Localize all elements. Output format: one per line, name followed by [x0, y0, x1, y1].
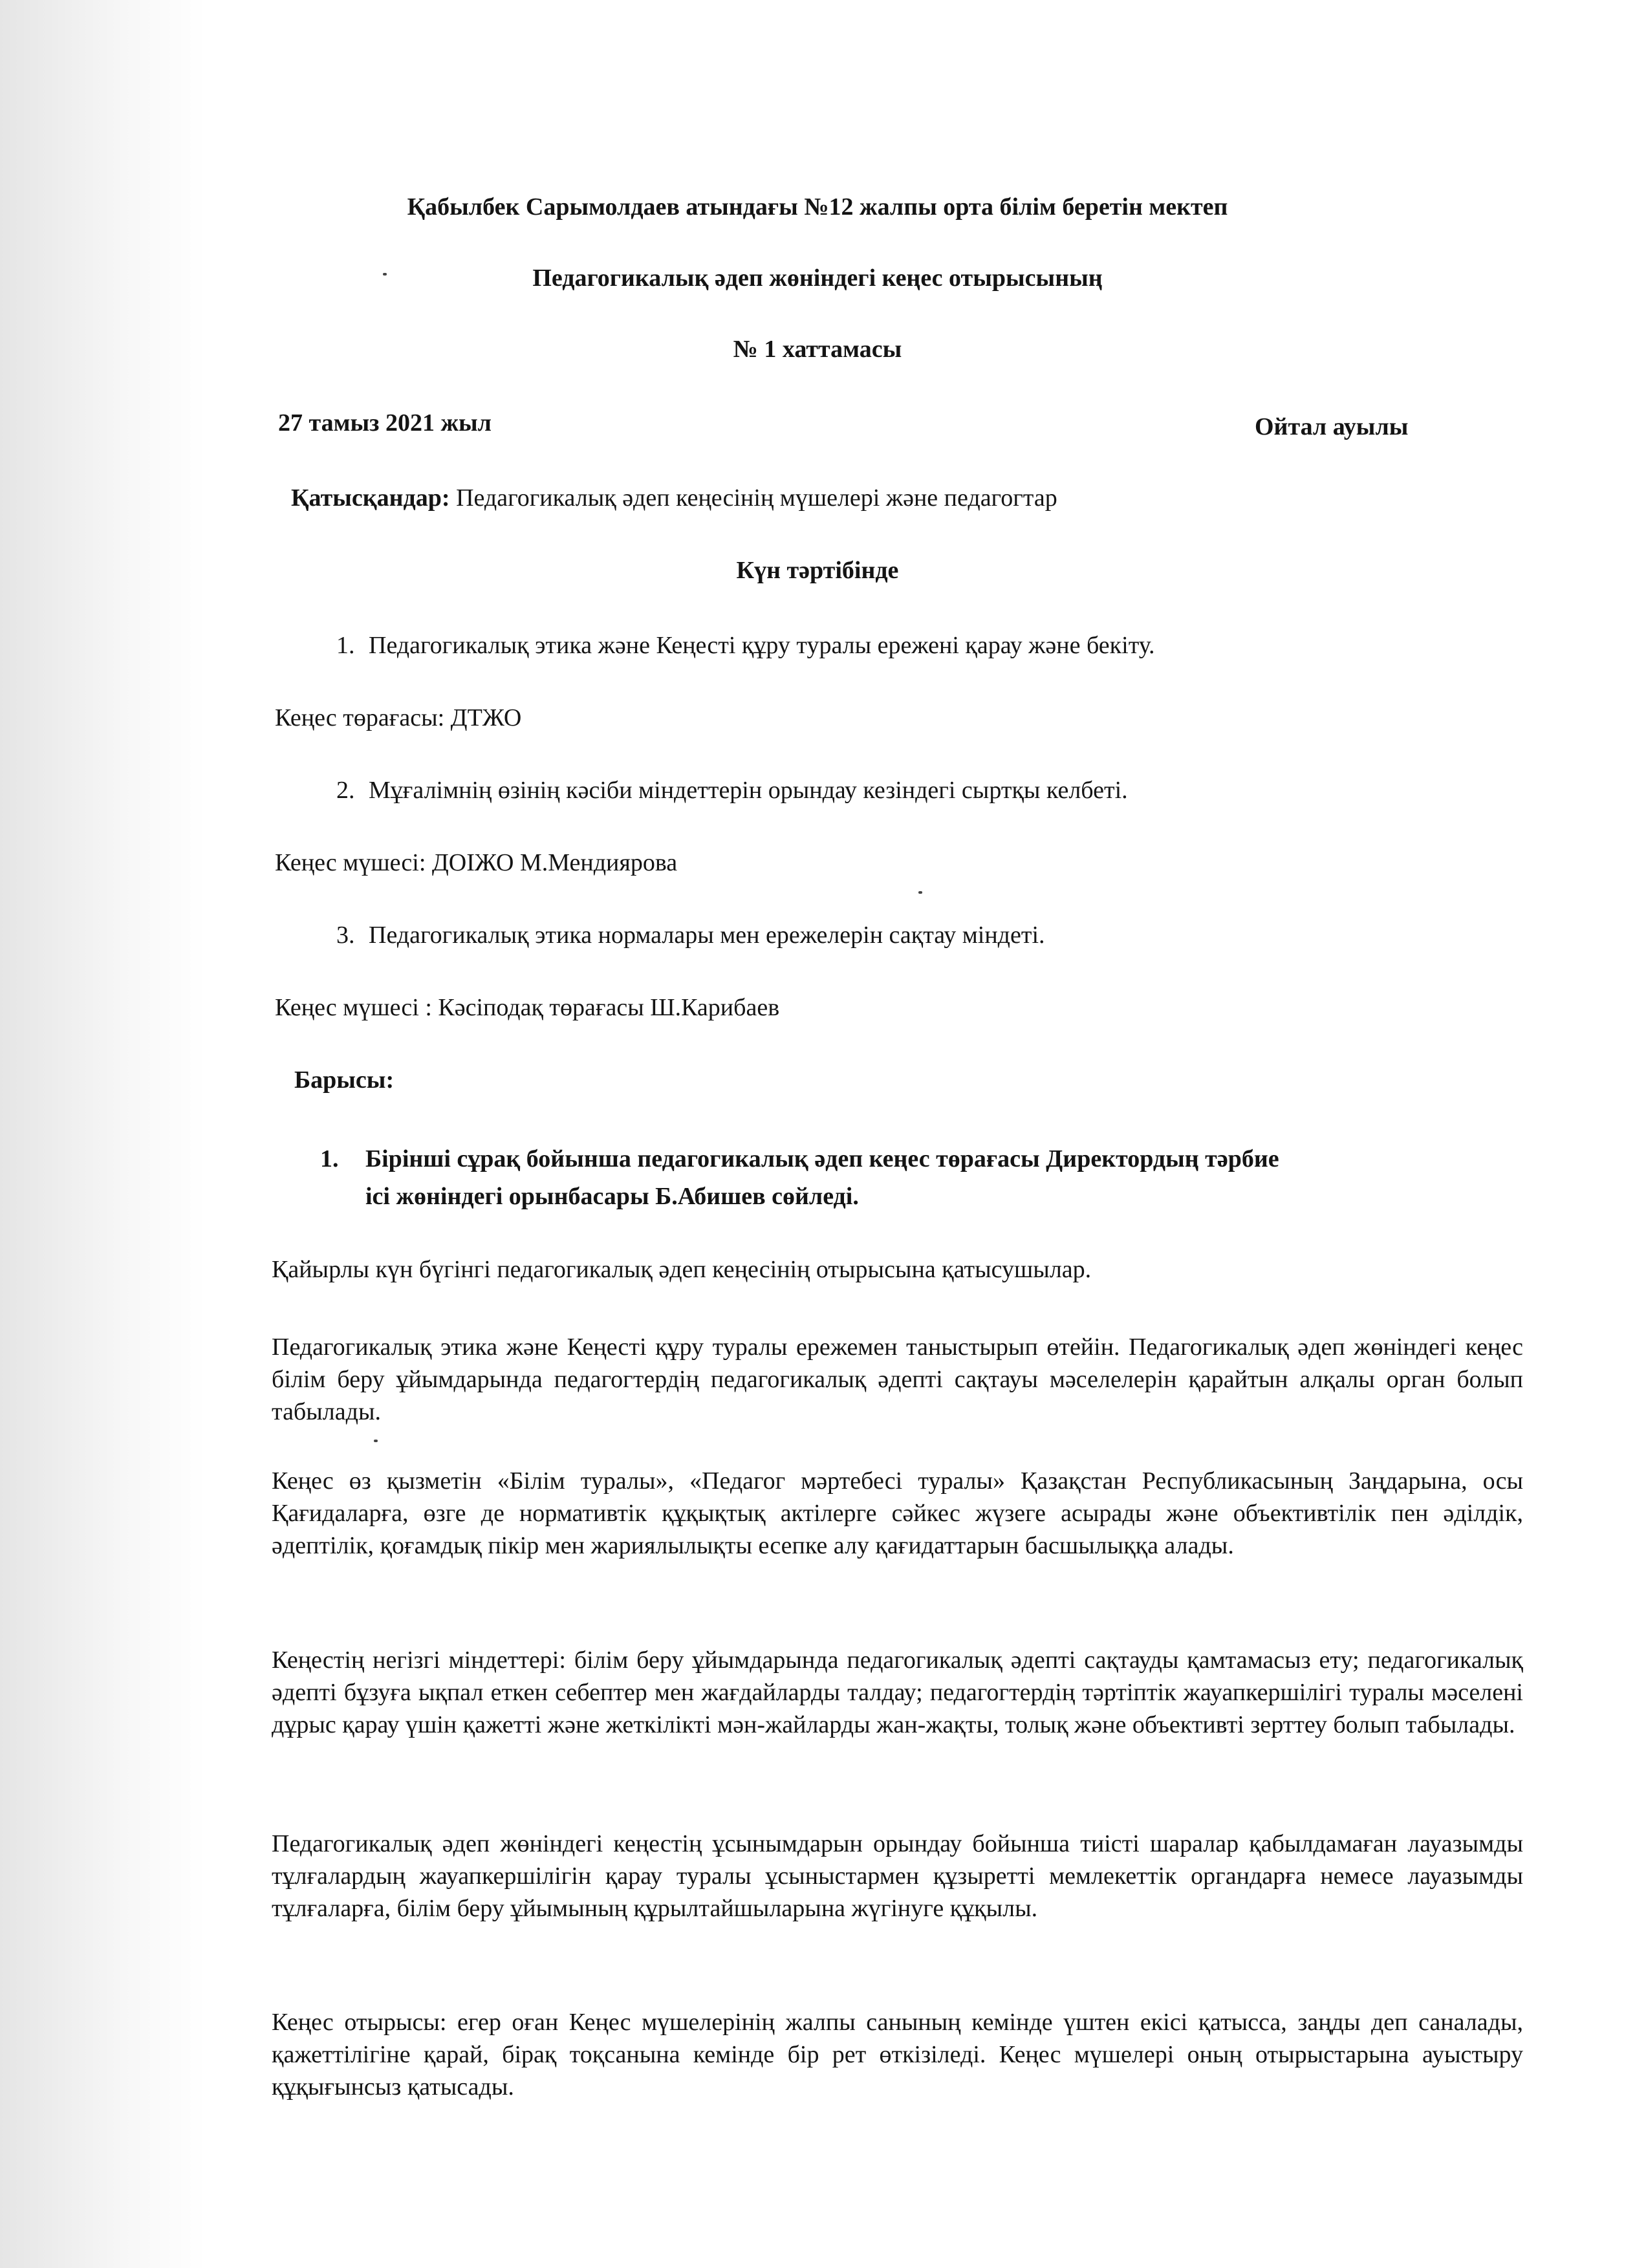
agenda-item-text: Педагогикалық этика нормалары мен ережелерін сақтау міндеті. — [369, 922, 1045, 949]
scan-speck — [918, 891, 922, 894]
meeting-place: Ойтал ауылы — [1255, 413, 1409, 440]
agenda-item-text: Педагогикалық этика және Кеңесті құру туралы ережені қарау және бекіту. — [369, 632, 1155, 659]
agenda-item — [336, 631, 1155, 660]
agenda-item-number: 1. — [336, 632, 355, 659]
paragraph: Педагогикалық этика және Кеңесті құру туралы ережемен таныстырып өтейін. Педагогикалық әдеп жөніндегі кеңес білім беру ұйымдарында педагогтердің педагогикалық әдепті сақтауы мәселелерін қарайтын алқалы орган болып табылады. — [272, 1334, 1523, 1425]
council-title: Педагогикалық әдеп жөніндегі кеңес отырысының — [532, 265, 1103, 292]
agenda-item-number: 3. — [336, 922, 355, 949]
point1-heading-line1: Бірінші сұрақ бойынша педагогикалық әдеп кеңес төрағасы Директордың тәрбие — [365, 1145, 1279, 1172]
agenda-item-number: 2. — [336, 777, 355, 804]
paragraph: Кеңес өз қызметін «Білім туралы», «Педагог мәртебесі туралы» Қазақстан Республикасының Заңдарына, осы Қағидаларға, өзге де нормативтік құқықтық актілерге сәйкес жүзеге асырады және объективтілік пен әділдік, әдептілік, қоғамдық пікір мен жариялылықты есепке алу қағидаттарын басшылыққа алады. — [272, 1467, 1523, 1559]
agenda-item — [336, 921, 1045, 949]
paragraph: Қайырлы күн бүгінгі педагогикалық әдеп кеңесінің отырысына қатысушылар. — [272, 1256, 1092, 1283]
protocol-title: № 1 хаттамасы — [733, 336, 902, 363]
paragraph: Кеңес отырысы: егер оған Кеңес мүшелерінің жалпы санының кемінде үштен екісі қатысса, заңды деп саналады, қажеттілігіне қарай, бірақ тоқсанына кемінде бір рет өткізіледі. Кеңес мүшелері оның отырыстарына ауыстыру құқығынсыз қатысады. — [272, 2009, 1523, 2101]
agenda-item-text: Мұғалімнің өзінің кәсіби міндеттерін орындау кезіндегі сыртқы келбеті. — [369, 777, 1128, 804]
agenda-speaker: Кеңес төрағасы: ДТЖО — [275, 704, 522, 731]
point1-heading-line2: ісі жөніндегі орынбасары Б.Абишев сөйледі. — [365, 1183, 859, 1210]
agenda-item — [336, 776, 1128, 805]
school-title: Қабылбек Сарымолдаев атындағы №12 жалпы орта білім беретін мектеп — [407, 193, 1228, 221]
proceedings-title: Барысы: — [294, 1066, 395, 1094]
agenda-speaker: Кеңес мүшесі : Кәсіподақ төрағасы Ш.Карибаев — [275, 994, 780, 1021]
paragraph: Педагогикалық әдеп жөніндегі кеңестің ұсынымдарын орындау бойынша тиісті шаралар қабылдамаған лауазымды тұлғалардың жауапкершілігін қарау туралы ұсыныстармен құзыретті мемлекеттік органдарға немесе лауазымды тұлғаларға, білім беру ұйымының құрылтайшыларына жүгінуге құқылы. — [272, 1830, 1523, 1922]
meeting-date: 27 тамыз 2021 жыл — [278, 409, 492, 437]
agenda-speaker: Кеңес мүшесі: ДОІЖО М.Мендиярова — [275, 849, 678, 876]
scan-speck — [374, 1440, 378, 1442]
point1-number: 1. — [320, 1145, 339, 1172]
attendees-line — [291, 484, 1057, 512]
paragraph: Кеңестің негізгі міндеттері: білім беру ұйымдарында педагогикалық әдепті сақтауды қамтамасыз ету; педагогикалық әдепті бұзуға ықпал еткен себептер мен жағдайларды талдау; педагогтердің тәртіптік жауапкершілігі туралы мәселені дұрыс қарау үшін қажетті және жеткілікті мән-жайларды жан-жақты, толық және объективті зерттеу болып табылады. — [272, 1647, 1523, 1738]
agenda-title: Күн тәртібінде — [736, 557, 899, 584]
attendees-label: Қатысқандар: — [291, 484, 450, 512]
attendees-text: Педагогикалық әдеп кеңесінің мүшелері және педагогтар — [456, 484, 1057, 512]
